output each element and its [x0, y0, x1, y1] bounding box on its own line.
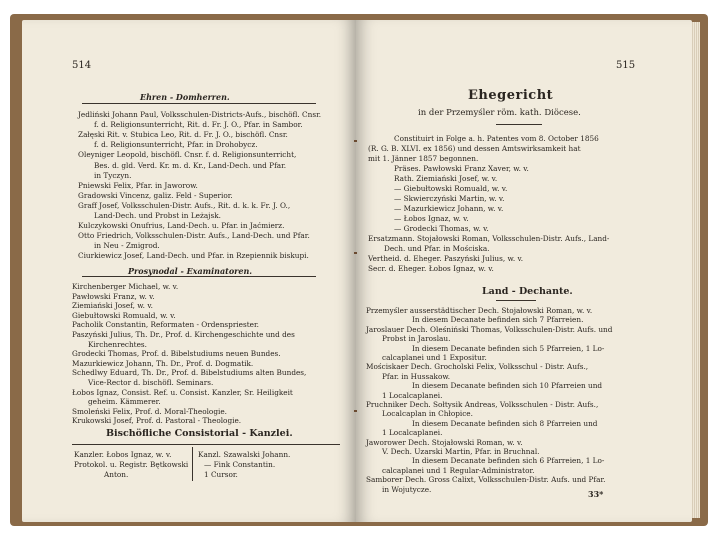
text-line: f. d. Religionsunterricht, Pfar. in Drohobycz.	[94, 140, 258, 150]
text-line: Pacholik Constantin, Reformaten - Ordenspriester.	[72, 320, 259, 330]
text-line: Vice-Rector d. bischöfl. Seminars.	[88, 378, 214, 387]
text-line: Schedlwy Eduard, Th. Dr., Prof. d. Bibelstudiums alten Bundes,	[72, 368, 307, 378]
text-line: calcaplanei und 1 Regular-Administrator.	[382, 465, 535, 475]
text-line: — Grodecki Thomas, w. v.	[394, 224, 489, 233]
text-line: Rath. Ziemiański Josef, w. v.	[394, 174, 498, 183]
text-line: Ziemiański Josef, w. v.	[72, 301, 153, 311]
heading-rule	[82, 103, 316, 104]
text-line: Bes. d. gld. Verd. Kr. m. d. Kr., Land-Dech. und Pfar.	[94, 160, 287, 170]
text-line: Grodecki Thomas, Prof. d. Bibelstudiums neuen Bundes.	[72, 349, 281, 359]
land-rule	[496, 300, 536, 301]
text-line: In diesem Decanate befinden sich 7 Pfarreien.	[412, 315, 584, 325]
text-line: f. d. Religionsunterricht, Rit. d. Fr. J. O., Pfar. in Sambor.	[94, 120, 303, 130]
text-line: Kirchenrechtes.	[88, 339, 147, 349]
text-line: Mazurkiewicz Johann, Th. Dr., Prof. d. Dogmatik.	[72, 358, 254, 368]
text-line: In diesem Decanate befinden sich 5 Pfarreien, 1 Lo-	[412, 343, 605, 353]
text-line: calcaplanei und 1 Expositur.	[382, 353, 487, 362]
text-line: Samborer Dech. Gross Calixt, Volksschulen-Distr. Aufs. und Pfar.	[366, 475, 606, 485]
binding-stitch	[354, 410, 357, 412]
text-line: Kulczykowski Onufrius, Land-Dech. u. Pfar. in Jaćmierz.	[78, 221, 285, 231]
column-divider	[192, 447, 193, 481]
text-line: 1 Cursor.	[204, 469, 238, 479]
binding-stitch	[354, 252, 357, 254]
text-line: Secr. d. Eheger. Łobos Ignaz, w. v.	[368, 264, 494, 273]
text-line: — Skwierczyński Martin, w. v.	[394, 194, 505, 203]
left-page	[22, 20, 356, 522]
text-line: In diesem Decanate befinden sich 6 Pfarreien, 1 Lo-	[412, 456, 605, 466]
text-line: — Fink Constantin.	[204, 459, 276, 469]
binding-stitch	[354, 140, 357, 142]
text-line: Localcaplan in Chłopice.	[382, 409, 473, 419]
text-line: Kirchenberger Michael, w. v.	[72, 282, 179, 291]
text-line: 1 Localcaplanei.	[382, 390, 443, 400]
text-line: mit 1. Jänner 1857 begonnen.	[368, 154, 479, 163]
text-line: In diesem Decanate befinden sich 8 Pfarreien und	[412, 418, 598, 428]
text-line: in Tyczyn.	[94, 170, 132, 180]
signature-mark: 33*	[588, 489, 604, 499]
text-line: Protokol. u. Registr. Bętkowski	[74, 459, 189, 469]
text-line: Probst in Jaroslau.	[382, 334, 451, 344]
text-line: Krukowski Josef, Prof. d. Pastoral - Theologie.	[72, 416, 242, 426]
kanzlei-heading: Bischöfliche Consistorial - Kanzlei.	[106, 428, 293, 439]
text-line: Jedliński Johann Paul, Volksschulen-Districts-Aufs., bischöfl. Cnsr.	[78, 110, 322, 119]
text-line: Łobos Ignaz, Consist. Ref. u. Consist. Kanzler, Sr. Heiligkeit	[72, 387, 293, 397]
ehegericht-title: Ehegericht	[468, 88, 554, 103]
text-line: Land-Dech. und Probst in Leżajsk.	[94, 211, 221, 220]
text-line: Mościskaer Dech. Grocholski Felix, Volksschul - Distr. Aufs.,	[366, 362, 589, 372]
text-line: Gradowski Vincenz, galiz. Feld - Superior.	[78, 190, 233, 200]
text-line: Pawłowski Franz, w. v.	[72, 291, 155, 301]
right-page	[356, 20, 692, 522]
ehegericht-subtitle: in der Przemyśler röm. kath. Diöcese.	[418, 108, 581, 118]
text-line: — Mazurkiewicz Johann, w. v.	[394, 204, 504, 213]
text-line: Oleyniger Leopold, bischöfl. Cnsr. f. d. Religionsunterricht,	[78, 150, 297, 160]
text-line: Jaworower Dech. Stojałowski Roman, w. v.	[366, 437, 523, 447]
text-line: Kanzl. Szawalski Johann.	[198, 450, 291, 459]
prosynodal-heading: Prosynodal - Examinatoren.	[128, 266, 253, 276]
text-line: Przemyśler ausserstädtischer Dech. Stojałowski Roman, w. v.	[366, 306, 593, 315]
text-line: geheim. Kämmerer.	[88, 397, 161, 407]
text-line: — Łobos Ignaz, w. v.	[394, 214, 469, 223]
text-line: Ciurkiewicz Josef, Land-Dech. und Pfar. in Rzepiennik biskupi.	[78, 251, 309, 261]
text-line: Kanzler. Łobos Ignaz, w. v.	[74, 450, 172, 459]
text-line: Graff Josef, Volksschulen-Distr. Aufs., Rit. d. k. k. Fr. J. O.,	[78, 200, 291, 210]
text-line: Anton.	[104, 469, 129, 479]
text-line: Ersatzmann. Stojałowski Roman, Volksschulen-Distr. Aufs., Land-	[368, 234, 610, 243]
text-line: V. Dech. Uzarski Martin, Pfar. in Bruchnal.	[382, 447, 540, 456]
text-line: Pruchniker Dech. Sołtysik Andreas, Volksschulen - Distr. Aufs.,	[366, 400, 599, 409]
text-line: Giebułtowski Romuald, w. v.	[72, 310, 176, 320]
text-line: 1 Localcaplanei.	[382, 428, 443, 438]
title-rule	[496, 124, 542, 125]
heading-rule	[82, 276, 316, 277]
text-line: Pfar. in Hussakow.	[382, 371, 451, 381]
text-line: In diesem Decanate befinden sich 10 Pfarreien und	[412, 381, 603, 391]
text-line: Präses. Pawłowski Franz Xaver, w. v.	[394, 164, 529, 173]
text-line: Pniewski Felix, Pfar. in Jaworow.	[78, 180, 198, 190]
text-line: Otto Friedrich, Volksschulen-Distr. Aufs., Land-Dech. und Pfar.	[78, 231, 310, 241]
text-line: Dech. und Pfar. in Mościska.	[384, 244, 490, 253]
land-dechante-heading: Land - Dechante.	[482, 286, 573, 297]
text-line: (R. G. B. XLVI. ex 1856) und dessen Amtswirksamkeit hat	[368, 144, 581, 153]
text-line: in Wojutycze.	[382, 484, 432, 494]
left-page-number: 514	[72, 60, 92, 71]
ehren-domherren-heading: Ehren - Domherren.	[140, 92, 230, 102]
text-line: Constituirt in Folge a. h. Patentes vom 8. October 1856	[394, 134, 599, 143]
text-line: Vertheid. d. Eheger. Paszyński Julius, w. v.	[368, 254, 524, 263]
text-line: in Neu - Zmigrod.	[94, 241, 160, 251]
text-line: Smoleński Felix, Prof. d. Moral-Theologie.	[72, 406, 227, 416]
right-page-number: 515	[616, 60, 636, 71]
text-line: — Giebułtowski Romuald, w. v.	[394, 184, 508, 193]
kanzlei-rule	[72, 444, 340, 445]
text-line: Jaroslauer Dech. Oleśniński Thomas, Volksschulen-Distr. Aufs. und	[366, 324, 613, 334]
text-line: Załęski Rit. v. Stubica Leo, Rit. d. Fr. J. O., bischöfl. Cnsr.	[78, 130, 288, 140]
text-line: Paszyński Julius, Th. Dr., Prof. d. Kirchengeschichte und des	[72, 330, 295, 339]
